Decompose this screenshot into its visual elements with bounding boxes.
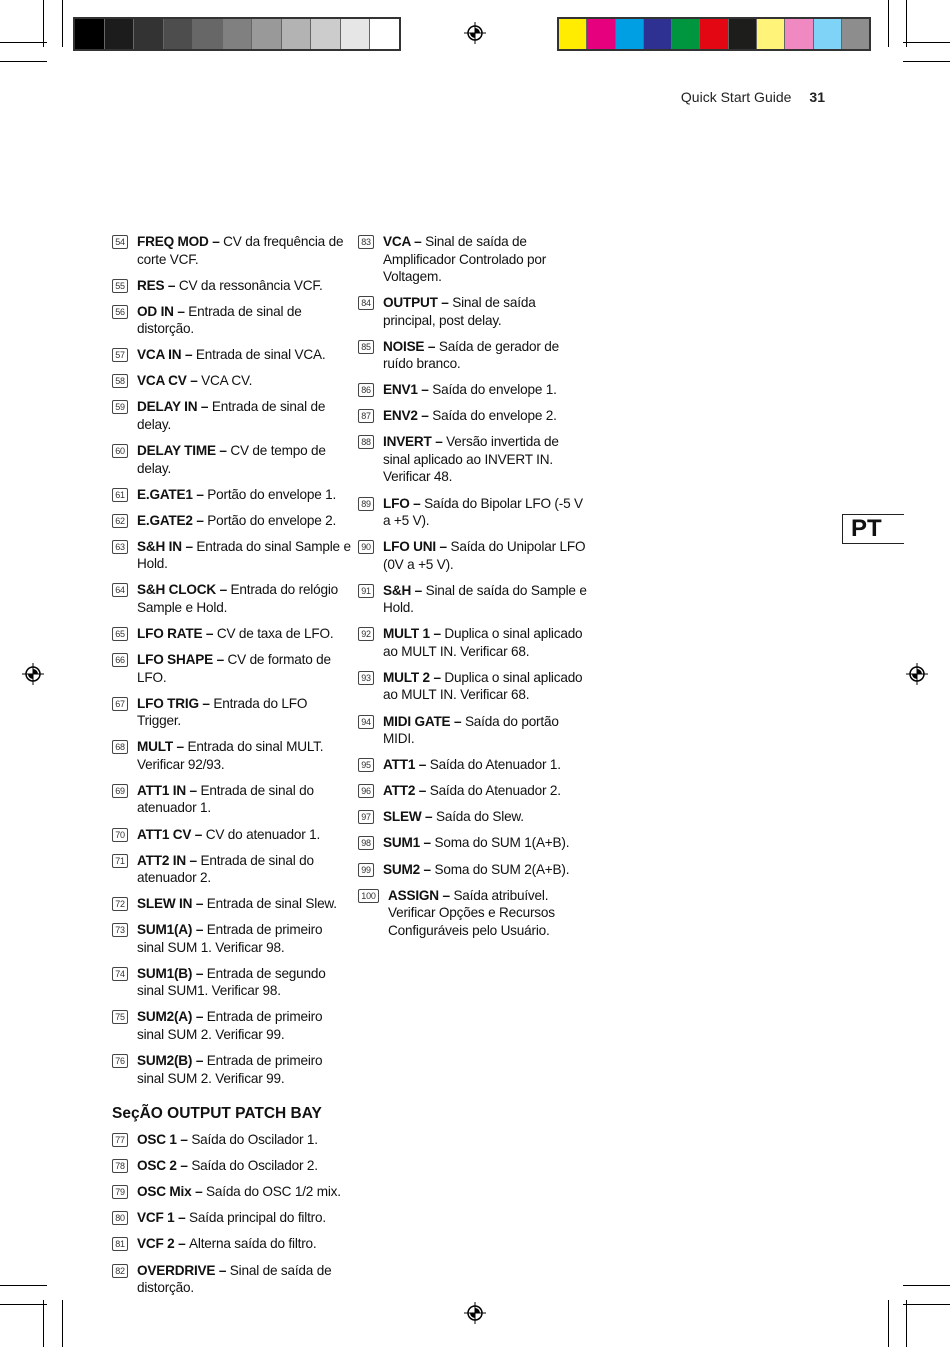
item-number-badge: 76: [112, 1054, 128, 1068]
item-number-badge: 66: [112, 653, 128, 667]
item-term: VCA CV –: [137, 373, 202, 389]
item-description: Entrada do sinal Sample e Hold.: [137, 538, 351, 572]
item-description: Entrada do LFO Trigger.: [137, 695, 308, 729]
item-text: [383, 861, 588, 879]
right-column: [358, 233, 588, 948]
list-item: [358, 669, 588, 704]
item-text: [137, 372, 352, 390]
color-swatch: [587, 19, 615, 49]
item-text: [383, 233, 588, 286]
registration-mark-icon: [464, 22, 486, 44]
item-number-badge: 60: [112, 444, 128, 458]
item-description: Sinal de saída de Amplificador Controlado por Voltagem.: [383, 234, 547, 284]
item-term: VCA IN –: [137, 347, 196, 363]
item-description: Saída do Oscilador 2.: [191, 1158, 318, 1174]
color-swatch: [341, 19, 371, 49]
item-text: [137, 581, 352, 616]
color-swatch: [559, 19, 587, 49]
item-number-badge: 57: [112, 348, 128, 362]
item-number-badge: 95: [358, 758, 374, 772]
item-text: [383, 756, 588, 774]
crop-mark: [43, 1300, 44, 1347]
item-number-badge: 94: [358, 715, 374, 729]
list-item: [112, 695, 352, 730]
list-item: [112, 921, 352, 956]
item-text: [383, 294, 588, 329]
list-item: [112, 486, 352, 504]
item-text: [383, 669, 588, 704]
item-text: [137, 538, 352, 573]
item-text: [137, 738, 352, 773]
item-description: Sinal de saída de distorção.: [137, 1262, 332, 1296]
item-text: [137, 1052, 352, 1087]
list-item: [112, 303, 352, 338]
list-item: [112, 1183, 352, 1201]
item-text: [137, 1235, 352, 1253]
list-item: [112, 625, 352, 643]
color-swatch: [223, 19, 253, 49]
list-item: [112, 782, 352, 817]
item-text: [137, 826, 352, 844]
item-number-badge: 92: [358, 627, 374, 641]
color-swatch: [757, 19, 785, 49]
section-title: SeçÃO OUTPUT PATCH BAY: [112, 1105, 322, 1123]
item-number-badge: 80: [112, 1211, 128, 1225]
item-description: Entrada de sinal VCA.: [195, 347, 326, 363]
list-item: [112, 538, 352, 573]
item-term: ATT2 –: [383, 783, 430, 799]
item-description: CV de taxa de LFO.: [216, 626, 334, 642]
item-text: [383, 713, 588, 748]
list-item: [112, 895, 352, 913]
list-item: [112, 1209, 352, 1227]
item-description: Entrada de primeiro sinal SUM 2. Verificar 99.: [137, 1009, 323, 1042]
item-description: CV de tempo de delay.: [137, 443, 326, 476]
list-item: [112, 233, 352, 268]
item-description: Sinal de saída do Sample e Hold.: [383, 582, 587, 616]
item-text: [137, 921, 352, 956]
item-text: [137, 895, 352, 913]
page-number: 31: [809, 89, 825, 105]
item-text: [383, 407, 588, 425]
item-term: ENV1 –: [383, 382, 433, 398]
list-item: [358, 834, 588, 852]
item-term: ENV2 –: [383, 408, 433, 424]
item-text: [137, 1008, 352, 1043]
item-number-badge: 59: [112, 400, 128, 414]
crop-mark: [0, 42, 47, 43]
item-description: Entrada de sinal do atenuador 2.: [137, 852, 314, 886]
color-swatch: [193, 19, 223, 49]
item-description: CV da frequência de corte VCF.: [137, 234, 344, 267]
item-term: SLEW IN –: [137, 896, 207, 912]
item-description: Soma do SUM 2(A+B).: [434, 861, 570, 877]
item-term: VCF 1 –: [137, 1210, 190, 1226]
list-item: [358, 233, 588, 286]
item-term: S&H IN –: [137, 538, 197, 554]
item-number-badge: 65: [112, 627, 128, 641]
item-description: Duplica o sinal aplicado ao MULT IN. Verificar 68.: [383, 669, 583, 703]
crop-mark: [903, 61, 950, 62]
crop-mark: [0, 61, 47, 62]
crop-mark: [62, 1300, 63, 1347]
item-number-badge: 62: [112, 514, 128, 528]
list-item: [112, 277, 352, 295]
item-text: [137, 625, 352, 643]
item-text: [388, 887, 588, 940]
item-number-badge: 82: [112, 1264, 128, 1278]
item-term: VCF 2 –: [137, 1236, 190, 1252]
item-text: [383, 433, 588, 486]
item-number-badge: 67: [112, 697, 128, 711]
item-description: Entrada de segundo sinal SUM1. Verificar 98.: [137, 965, 326, 999]
registration-mark-icon: [22, 663, 44, 685]
item-text: [137, 965, 352, 1000]
item-term: DELAY IN –: [137, 399, 212, 415]
item-description: Saída de gerador de ruído branco.: [383, 338, 559, 372]
item-description: Saída principal do filtro.: [189, 1210, 326, 1226]
item-description: Entrada de sinal de distorção.: [137, 303, 302, 337]
item-number-badge: 96: [358, 784, 374, 798]
crop-mark: [906, 1300, 907, 1347]
color-swatch: [311, 19, 341, 49]
item-number-badge: 77: [112, 1133, 128, 1147]
item-description: CV da ressonância VCF.: [178, 277, 323, 293]
item-term: INVERT –: [383, 434, 447, 450]
item-term: E.GATE1 –: [137, 486, 208, 502]
color-swatch: [785, 19, 813, 49]
item-number-badge: 98: [358, 836, 374, 850]
item-text: [137, 398, 352, 433]
item-text: [137, 442, 352, 477]
item-description: CV do atenuador 1.: [205, 826, 321, 842]
item-term: MULT 1 –: [383, 626, 445, 642]
list-item: [358, 381, 588, 399]
item-number-badge: 90: [358, 540, 374, 554]
list-item: [112, 1008, 352, 1043]
list-item: [358, 782, 588, 800]
item-term: ASSIGN –: [388, 887, 454, 903]
item-text: [137, 695, 352, 730]
item-text: [137, 303, 352, 338]
color-swatch: [700, 19, 728, 49]
item-number-badge: 73: [112, 923, 128, 937]
item-text: [137, 1157, 352, 1175]
item-number-badge: 88: [358, 435, 374, 449]
list-item: [112, 1157, 352, 1175]
list-item: [358, 756, 588, 774]
item-number-badge: 93: [358, 671, 374, 685]
item-description: Saída do Bipolar LFO (-5 V a +5 V).: [383, 495, 583, 529]
item-term: SUM1 –: [383, 835, 435, 851]
color-swatch: [164, 19, 194, 49]
item-number-badge: 87: [358, 409, 374, 423]
list-item: [358, 582, 588, 617]
item-term: LFO –: [383, 495, 425, 511]
item-number-badge: 99: [358, 863, 374, 877]
color-swatch: [370, 19, 399, 49]
item-term: OSC Mix –: [137, 1184, 207, 1200]
item-description: Saída do Unipolar LFO (0V a +5 V).: [383, 539, 586, 572]
item-text: [137, 346, 352, 364]
item-number-badge: 91: [358, 584, 374, 598]
crop-mark: [0, 1304, 47, 1305]
item-text: [137, 1131, 352, 1149]
item-number-badge: 78: [112, 1159, 128, 1173]
item-description: Portão do envelope 2.: [207, 512, 337, 528]
item-term: OSC 1 –: [137, 1132, 192, 1148]
crop-mark: [0, 1285, 47, 1286]
crop-mark: [906, 0, 907, 47]
list-item: [112, 651, 352, 686]
color-swatch: [814, 19, 842, 49]
list-item: [358, 495, 588, 530]
left-column: [112, 233, 352, 1305]
crop-mark: [62, 0, 63, 47]
item-description: Saída do Atenuador 1.: [429, 757, 561, 773]
item-number-badge: 100: [358, 889, 379, 903]
item-term: MULT 2 –: [383, 669, 445, 685]
crop-mark: [888, 0, 889, 47]
list-item: [358, 861, 588, 879]
item-description: Saída do envelope 2.: [432, 408, 557, 424]
item-term: ATT2 IN –: [137, 852, 201, 868]
language-tab: PT: [842, 514, 904, 544]
item-term: RES –: [137, 277, 179, 293]
item-number-badge: 85: [358, 340, 374, 354]
item-term: OVERDRIVE –: [137, 1262, 230, 1278]
item-term: E.GATE2 –: [137, 512, 208, 528]
color-swatch: [729, 19, 757, 49]
color-swatch: [282, 19, 312, 49]
color-swatch: [75, 19, 105, 49]
item-term: ATT1 CV –: [137, 826, 206, 842]
list-item: [112, 1262, 352, 1297]
item-text: [383, 834, 588, 852]
item-text: [383, 338, 588, 373]
item-description: Entrada do relógio Sample e Hold.: [137, 582, 339, 615]
item-text: [137, 1183, 352, 1201]
item-term: S&H –: [383, 582, 426, 598]
color-swatch: [252, 19, 282, 49]
item-number-badge: 86: [358, 383, 374, 397]
item-term: SLEW –: [383, 809, 436, 825]
item-description: Sinal de saída principal, post delay.: [383, 295, 536, 328]
item-term: VCA –: [383, 234, 426, 249]
item-term: NOISE –: [383, 338, 439, 354]
item-description: Saída do envelope 1.: [432, 382, 557, 398]
item-number-badge: 61: [112, 488, 128, 502]
item-description: Saída do Slew.: [435, 809, 524, 825]
crop-mark: [888, 1300, 889, 1347]
item-term: FREQ MOD –: [137, 234, 224, 249]
process-color-bar: [557, 17, 871, 51]
color-swatch: [842, 19, 869, 49]
list-item: [358, 538, 588, 573]
page-header: [681, 89, 825, 105]
item-term: LFO RATE –: [137, 626, 217, 642]
item-number-badge: 74: [112, 967, 128, 981]
list-item: [112, 826, 352, 844]
item-term: LFO SHAPE –: [137, 652, 228, 668]
item-number-badge: 75: [112, 1010, 128, 1024]
list-item: [112, 1052, 352, 1087]
color-swatch: [105, 19, 135, 49]
item-number-badge: 89: [358, 497, 374, 511]
list-item: [358, 433, 588, 486]
item-text: [137, 486, 352, 504]
list-item: [112, 738, 352, 773]
item-term: SUM1(A) –: [137, 922, 207, 938]
crop-mark: [903, 1285, 950, 1286]
item-number-badge: 72: [112, 897, 128, 911]
list-item: [112, 398, 352, 433]
item-description: Saída atribuível. Verificar Opções e Recursos Configuráveis pelo Usuário.: [388, 887, 555, 938]
color-swatch: [616, 19, 644, 49]
item-number-badge: 68: [112, 740, 128, 754]
color-swatch: [134, 19, 164, 49]
item-number-badge: 55: [112, 279, 128, 293]
item-number-badge: 69: [112, 784, 128, 798]
item-text: [137, 852, 352, 887]
item-term: OSC 2 –: [137, 1158, 192, 1174]
crop-mark: [43, 0, 44, 47]
item-text: [137, 1262, 352, 1297]
item-description: Soma do SUM 1(A+B).: [434, 835, 570, 851]
item-text: [137, 1209, 352, 1227]
list-item: [358, 338, 588, 373]
crop-mark: [903, 42, 950, 43]
item-description: Saída do portão MIDI.: [383, 713, 559, 747]
item-term: SUM2 –: [383, 861, 435, 877]
item-term: S&H CLOCK –: [137, 582, 231, 598]
item-number-badge: 58: [112, 374, 128, 388]
item-description: Entrada de sinal Slew.: [206, 896, 337, 912]
list-item: [358, 294, 588, 329]
item-number-badge: 54: [112, 235, 128, 249]
registration-mark-icon: [464, 1302, 486, 1324]
list-item: [112, 372, 352, 390]
item-term: SUM2(B) –: [137, 1053, 207, 1069]
list-item: [112, 512, 352, 530]
registration-mark-icon: [906, 663, 928, 685]
item-description: Portão do envelope 1.: [207, 486, 337, 502]
list-item: [358, 887, 588, 940]
item-term: OUTPUT –: [383, 295, 453, 311]
item-description: Entrada de sinal de delay.: [137, 399, 326, 432]
item-term: LFO TRIG –: [137, 695, 214, 711]
list-item: [112, 965, 352, 1000]
color-swatch: [644, 19, 672, 49]
item-term: MULT –: [137, 739, 188, 755]
item-number-badge: 79: [112, 1185, 128, 1199]
list-item: [358, 808, 588, 826]
crop-mark: [903, 1304, 950, 1305]
item-number-badge: 56: [112, 305, 128, 319]
list-item: [112, 442, 352, 477]
item-term: DELAY TIME –: [137, 443, 231, 459]
item-term: OD IN –: [137, 303, 189, 319]
item-term: LFO UNI –: [383, 539, 451, 555]
list-item: [112, 581, 352, 616]
item-description: Entrada de primeiro sinal SUM 2. Verificar 99.: [137, 1053, 323, 1086]
grayscale-color-bar: [73, 17, 401, 51]
output-patch-list: [112, 1131, 352, 1296]
item-text: [383, 381, 588, 399]
item-text: [383, 495, 588, 530]
item-description: Saída do Oscilador 1.: [191, 1132, 318, 1148]
item-description: Saída do OSC 1/2 mix.: [206, 1184, 341, 1200]
item-description: Saída do Atenuador 2.: [429, 783, 561, 799]
item-number-badge: 81: [112, 1237, 128, 1251]
item-text: [383, 538, 588, 573]
item-text: [383, 582, 588, 617]
list-item: [112, 1235, 352, 1253]
item-description: VCA CV.: [201, 373, 253, 389]
item-number-badge: 97: [358, 810, 374, 824]
output-patch-list-continued: [358, 233, 588, 939]
item-description: Entrada de sinal do atenuador 1.: [137, 782, 314, 816]
item-description: CV de formato de LFO.: [137, 652, 331, 685]
item-term: ATT1 IN –: [137, 782, 201, 798]
item-description: Versão invertida de sinal aplicado ao INVERT IN. Verificar 48.: [383, 434, 559, 485]
item-term: ATT1 –: [383, 757, 430, 773]
item-text: [137, 651, 352, 686]
item-term: MIDI GATE –: [383, 713, 465, 729]
item-term: SUM1(B) –: [137, 965, 207, 981]
list-item: [112, 852, 352, 887]
item-term: SUM2(A) –: [137, 1009, 207, 1025]
item-description: Alterna saída do filtro.: [189, 1236, 317, 1252]
item-number-badge: 63: [112, 540, 128, 554]
item-text: [383, 625, 588, 660]
item-text: [383, 808, 588, 826]
item-description: Entrada do sinal MULT. Verificar 92/93.: [137, 739, 324, 772]
item-text: [137, 782, 352, 817]
list-item: [358, 407, 588, 425]
item-number-badge: 71: [112, 854, 128, 868]
list-item: [112, 346, 352, 364]
item-description: Duplica o sinal aplicado ao MULT IN. Verificar 68.: [383, 626, 583, 659]
item-text: [137, 512, 352, 530]
input-patch-list: [112, 233, 352, 1087]
color-swatch: [672, 19, 700, 49]
item-number-badge: 70: [112, 828, 128, 842]
list-item: [358, 625, 588, 660]
item-number-badge: 83: [358, 235, 374, 249]
guide-title: Quick Start Guide: [680, 89, 792, 105]
item-text: [137, 233, 352, 268]
item-number-badge: 84: [358, 296, 374, 310]
list-item: [358, 713, 588, 748]
item-number-badge: 64: [112, 583, 128, 597]
item-description: Entrada de primeiro sinal SUM 1. Verificar 98.: [137, 922, 323, 955]
item-text: [137, 277, 352, 295]
list-item: [112, 1131, 352, 1149]
item-text: [383, 782, 588, 800]
